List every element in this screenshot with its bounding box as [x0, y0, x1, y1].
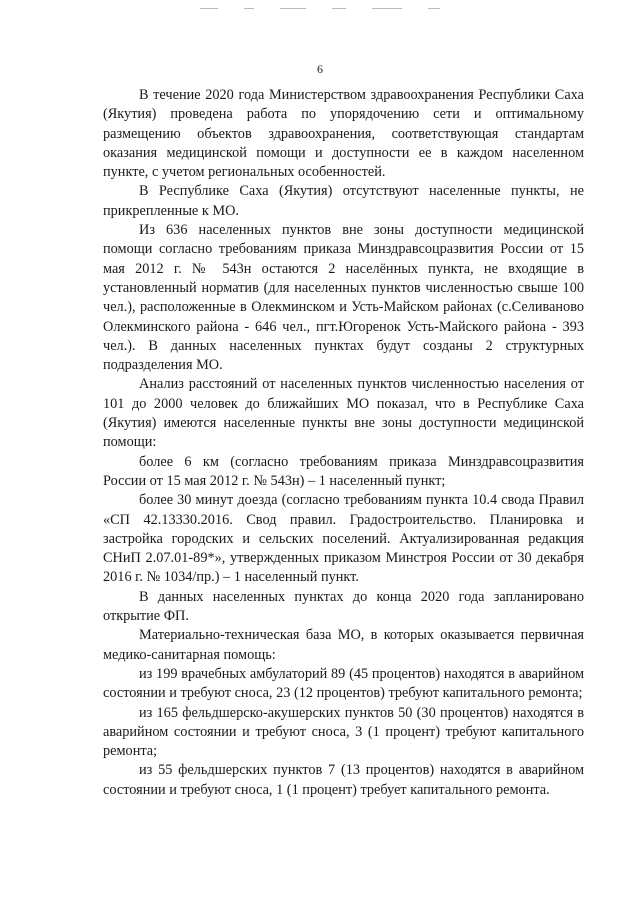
paragraph-ministry-work: В течение 2020 года Министерством здравоохранения Республики Саха (Якутия) проведена работа по упорядочению сети и оптимальному размещению объектов здравоохранения, соответствующая стандартам оказания медицинской помощи и доступности ее в каждом населенном пункте, с учетом региональных особенностей.	[103, 87, 584, 181]
scan-artifact-marks	[200, 6, 440, 10]
document-body	[103, 86, 584, 800]
paragraph-fap: из 165 фельдшерско-акушерских пунктов 50 (30 процентов) находятся в аварийном состоянии и требуют сноса, 3 (1 процент) требуют капитального ремонта;	[103, 704, 584, 760]
paragraph-over-30min: более 30 минут доезда (согласно требованиям пункта 10.4 свода Правил «СП 42.13330.2016. Свод правил. Градостроительство. Планировка и застройка городских и сельских поселений. Актуализированная редакция СНиП 2.07.01-89*», утвержденных приказом Минстроя России от 30 декабря 2016 г. № 1034/пр.) – 1 населенный пункт.	[103, 492, 584, 586]
page-number: 6	[317, 62, 323, 76]
paragraph-material-base: Материально-техническая база МО, в которых оказывается первичная медико-санитарная помощь:	[103, 627, 584, 663]
paragraph-fp: из 55 фельдшерских пунктов 7 (13 процентов) находятся в аварийном состоянии и требуют сноса, 1 (1 процент) требует капитального ремонта.	[103, 762, 584, 798]
paragraph-fp-opening: В данных населенных пунктах до конца 2020 года запланировано открытие ФП.	[103, 588, 584, 625]
paragraph-no-unattached: В Республике Саха (Якутия) отсутствуют населенные пункты, не прикрепленные к МО.	[103, 183, 584, 219]
paragraph-distance-analysis: Анализ расстояний от населенных пунктов численностью населения от 101 до 2000 человек до ближайших МО показал, что в Республике Саха (Якутия) имеются населенные пункты вне зоны доступности медицинской помощи:	[103, 376, 584, 451]
paragraph-636-settlements: Из 636 населенных пунктов вне зоны доступности медицинской помощи согласно требованиям приказа Минздравсоцразвития России от 15 мая 2012 г. № 543н остаются 2 населённых пункта, не входящие в установленный норматив (для населенных пунктов численностью свыше 100 чел.), расположенные в Олекминском и Усть-Майском районах (с.Селиваново Олекминского района - 646 чел., пгт.Югоренок Усть-Майского района - 393 чел.). В данных населенных пунктах будут созданы 2 структурных подразделения МО.	[103, 222, 584, 374]
paragraph-over-6km: более 6 км (согласно требованиям приказа Минздравсоцразвития России от 15 мая 2012 г. № 543н) – 1 населенный пункт;	[103, 453, 584, 489]
paragraph-ambulatories: из 199 врачебных амбулаторий 89 (45 процентов) находятся в аварийном состоянии и требуют сноса, 23 (12 процентов) требуют капитального ремонта;	[103, 665, 584, 702]
